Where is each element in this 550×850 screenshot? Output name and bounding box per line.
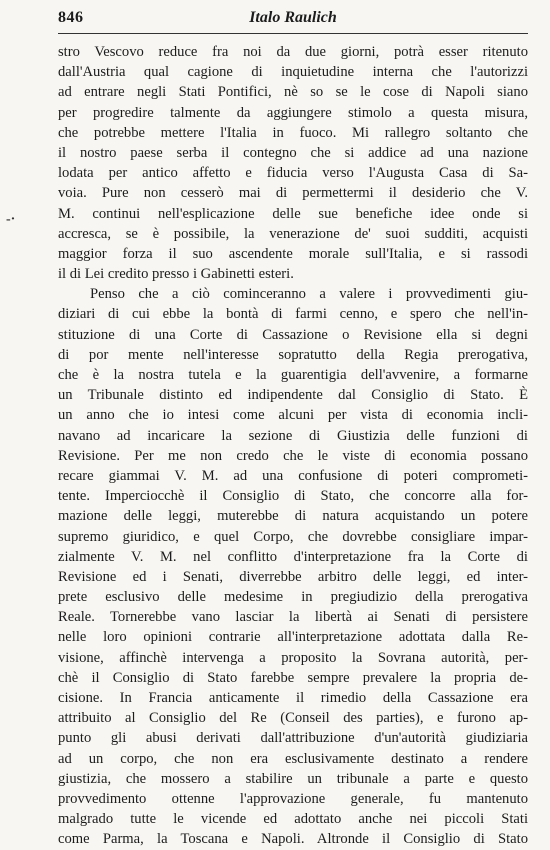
text-line: provvedimento ottenne l'approvazione generale, fu mantenuto [58,790,528,807]
text-line: cisione. In Francia anticamente il rimedio della Cassazione era [58,690,528,706]
header-rule [58,33,528,34]
text-line: supremo giuridico, e quel Corpo, che dovrebbe consigliare impar- [58,528,528,545]
text-line: dall'Austria qual cagione di inquietudine interna che l'autorizzi [58,64,528,81]
text-line: nelle loro opinioni contrarie all'interpretazione adottata dalla Re- [58,629,528,646]
text-line: che è la nostra tutela e la guarentigia dell'avvenire, a formarne [58,367,528,383]
text-line: maggior forza il suo ascendente morale sull'Italia, e si rassodi [58,245,528,262]
page-number: 846 [58,9,84,26]
text-line: Revisione ed i Senati, diverrebbe arbitro delle leggi, ed inter- [58,568,528,585]
text-line: diziari di cui ebbe la bontà di farmi cenno, e spero che nell'in- [58,306,528,323]
text-line: il di Lei credito presso i Gabinetti esteri. [58,266,294,283]
text-line: Penso che a ciò cominceranno a valere i provvedimenti giu- [90,286,528,303]
text-line: tente. Imperciocchè il Consiglio di Stato, che concorre alla for- [58,488,528,505]
text-line: visione, affinchè intervenga a proposito la Sovrana autorità, per- [58,649,528,666]
text-line: chè il Consiglio di Stato farebbe sempre prevalere la propria de- [58,669,528,686]
text-line: stituzione di una Corte di Cassazione o Revisione ella si degni [58,326,528,343]
running-head: Italo Raulich [249,9,337,26]
text-line: che potrebbe mettere l'Italia in fuoco. Mi rallegro soltanto che [58,124,528,141]
text-line: Reale. Tornerebbe vano lasciar la libertà ai Senati di persistere [58,609,528,626]
text-line: giustizia, che mossero a stabilire un tribunale a parte e questo [58,770,528,787]
text-line: malgrado tutte le vicende ed adottato anche nei piccoli Stati [58,811,528,828]
page-header [58,9,528,35]
text-line: Revisione. Per me non credo che le viste di economia possano [58,447,528,464]
paragraph [58,284,528,849]
text-line: il nostro paese serba il contegno che si addice ad una nazione [58,144,528,161]
text-line: navano ad incaricare la sezione di Giustizia delle funzioni di [58,427,528,444]
text-line: ad entrare negli Stati Pontifici, nè so se le cose di Napoli siano [58,84,528,101]
text-line: per progredire talmente da aggiungere stimolo a questa misura, [58,104,528,121]
text-line: recare giammai V. M. ad una confusione di poteri comprometi- [58,467,528,484]
paragraph [58,42,528,284]
text-line: voia. Pure non cesserò mai di permettermi il desiderio che V. [58,185,528,202]
body-text [58,42,528,850]
text-line: come Parma, la Toscana e Napoli. Altronde il Consiglio di Stato [58,831,528,848]
text-line: un Tribunale distinto ed indipendente dal Consiglio di Stato. È [58,387,528,404]
text-line: zialmente V. M. nel conflitto d'interpretazione fra la Corte di [58,548,528,565]
text-line: di por mente nell'interesse sopratutto della Regia prerogativa, [58,346,528,363]
text-line: ad un corpo, che non era esclusivamente destinato a rendere [58,750,528,767]
text-line: punto gli abusi derivati dall'attribuzione d'un'autorità giudiziaria [58,730,528,747]
text-line: lodata per antico affetto e fiducia verso l'Augusta Casa di Sa- [58,165,528,182]
text-line: M. continui nell'esplicazione delle sue benefiche idee onde si [58,205,528,222]
text-line: stro Vescovo reduce fra noi da due giorni, potrà esser ritenuto [58,44,528,60]
text-line: un anno che io intesi come alcuni per vista di economia incli- [58,407,528,424]
text-line: accresca, se è possibile, la venerazione de' suoi sudditi, acquisti [58,225,528,242]
text-line: mazione delle leggi, muterebbe di natura acquistando un potere [58,508,528,525]
text-line: attribuito al Consiglio del Re (Conseil des parties), e furono ap- [58,710,528,727]
text-line: prete esclusivo delle medesime in pregiudizio della prerogativa [58,589,528,606]
margin-mark: -· [6,212,16,227]
